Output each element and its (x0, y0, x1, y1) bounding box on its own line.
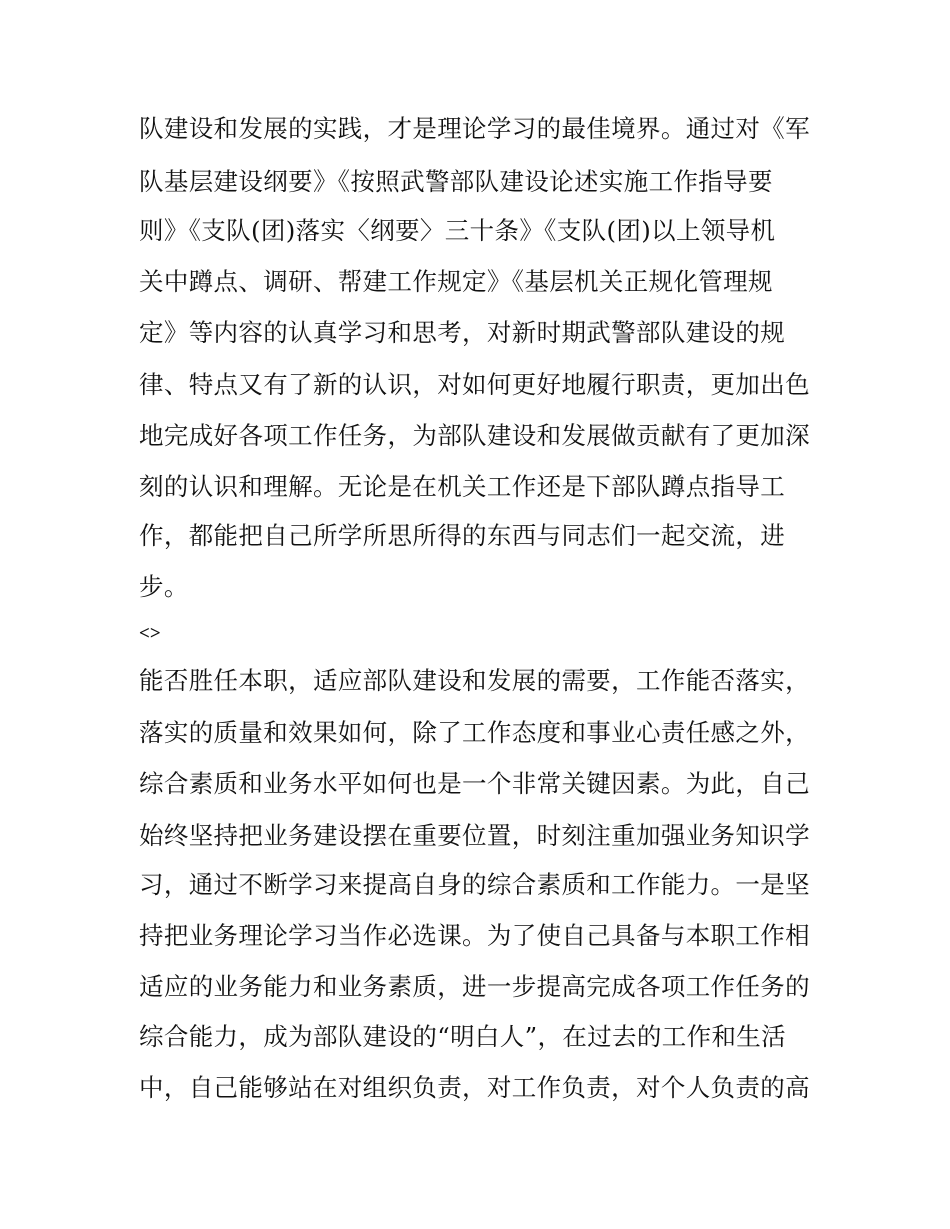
text-line: 综合能力，成为部队建设的“明白人”，在过去的工作和生活 (139, 1022, 786, 1051)
text-line: 刻的认识和理解。无论是在机关工作还是下部队蹲点指导工 (139, 472, 786, 501)
text-line: 落实的质量和效果如何，除了工作态度和事业心责任感之外， (139, 718, 810, 747)
text-line: 律、特点又有了新的认识，对如何更好地履行职责，更加出色 (139, 370, 810, 399)
text-line: 队基层建设纲要》《按照武警部队建设论述实施工作指导要 (139, 167, 773, 196)
section-marker: <> (139, 623, 161, 644)
text-line: 综合素质和业务水平如何也是一个非常关键因素。为此，自己 (139, 769, 810, 798)
text-line: 习，通过不断学习来提高自身的综合素质和工作能力。一是坚 (139, 870, 810, 899)
text-line: 地完成好各项工作任务，为部队建设和发展做贡献有了更加深 (139, 421, 810, 450)
text-line: 步。 (139, 572, 189, 601)
text-line: 关中蹲点、调研、帮建工作规定》《基层机关正规化管理规 (139, 267, 773, 296)
text-line: 定》等内容的认真学习和思考，对新时期武警部队建设的规 (139, 318, 786, 347)
text-line: 队建设和发展的实践，才是理论学习的最佳境界。通过对《军 (139, 114, 810, 143)
text-line: 中，自己能够站在对组织负责，对工作负责，对个人负责的高 (139, 1073, 810, 1102)
text-line: 作，都能把自己所学所思所得的东西与同志们一起交流，进 (139, 521, 786, 550)
text-line: 则》《支队(团)落实〈纲要〉三十条》《支队(团)以上领导机 (139, 216, 776, 245)
text-line: 能否胜任本职，适应部队建设和发展的需要，工作能否落实， (139, 666, 810, 695)
text-line: 始终坚持把业务建设摆在重要位置，时刻注重加强业务知识学 (139, 821, 810, 850)
text-line: 适应的业务能力和业务素质，进一步提高完成各项工作任务的 (139, 972, 810, 1001)
text-line: 持把业务理论学习当作必选课。为了使自己具备与本职工作相 (139, 921, 810, 950)
